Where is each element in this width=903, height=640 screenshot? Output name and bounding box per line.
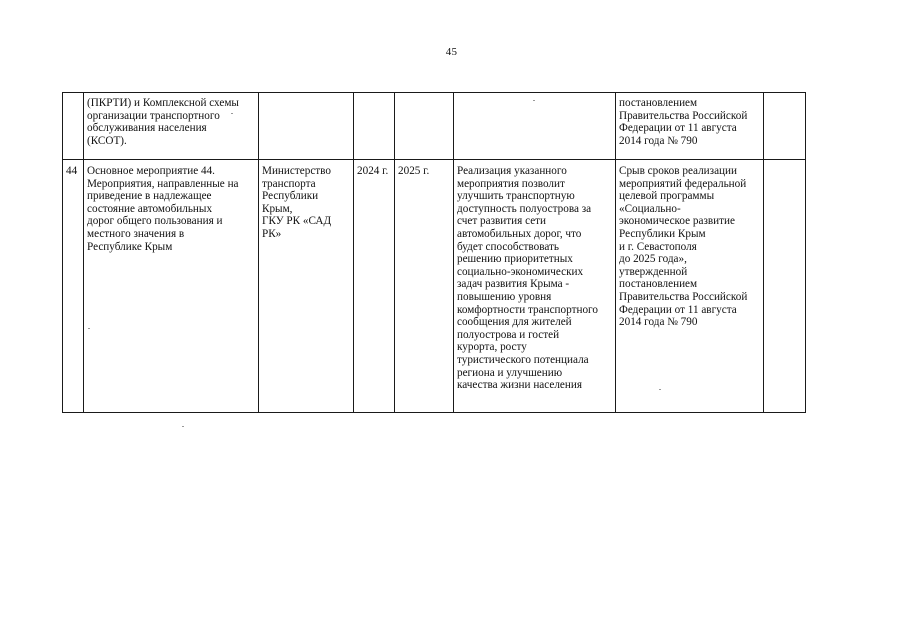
page-number: 45	[445, 46, 458, 58]
table-row	[63, 93, 806, 160]
cell-expected-result	[454, 93, 616, 160]
scan-speck	[231, 113, 233, 114]
cell-number: 44	[63, 160, 84, 413]
scan-speck	[659, 389, 661, 390]
cell-start-year: 2024 г.	[354, 160, 395, 413]
table-row	[63, 160, 806, 413]
scan-speck	[88, 328, 90, 329]
cell-expected-result: Реализация указанного мероприятия позволит улучшить транспортную доступность полуострова за счет развития сети автомобильных дорог, что будет способствовать решению приоритетных социально-экономических задач развития Крыма - повышению уровня комфортности транспортного сообщения для жителей полуострова и гостей курорта, росту туристического потенциала региона и улучшению качества жизни населения	[454, 160, 616, 413]
cell-start-year	[354, 93, 395, 160]
cell-executor	[259, 93, 354, 160]
cell-activity: Основное мероприятие 44. Мероприятия, направленные на приведение в надлежащее состояние автомобильных дорог общего пользования и местного значения в Республике Крым	[84, 160, 259, 413]
cell-end-year	[395, 93, 454, 160]
scan-speck	[533, 100, 535, 101]
measures-table	[62, 92, 806, 413]
cell-link	[764, 160, 806, 413]
cell-activity: (ПКРТИ) и Комплексной схемы организации транспортного обслуживания населения (КСОТ).	[84, 93, 259, 160]
cell-end-year: 2025 г.	[395, 160, 454, 413]
cell-executor: Министерство транспорта Республики Крым, ГКУ РК «САД РК»	[259, 160, 354, 413]
cell-link	[764, 93, 806, 160]
cell-number	[63, 93, 84, 160]
cell-consequences: постановлением Правительства Российской Федерации от 11 августа 2014 года № 790	[616, 93, 764, 160]
scan-speck	[182, 426, 184, 427]
cell-consequences: Срыв сроков реализации мероприятий федеральной целевой программы «Социально- экономическое развитие Республики Крым и г. Севастополя до 2025 года», утвержденной постановлением Правительства Российской Федерации от 11 августа 2014 года № 790	[616, 160, 764, 413]
